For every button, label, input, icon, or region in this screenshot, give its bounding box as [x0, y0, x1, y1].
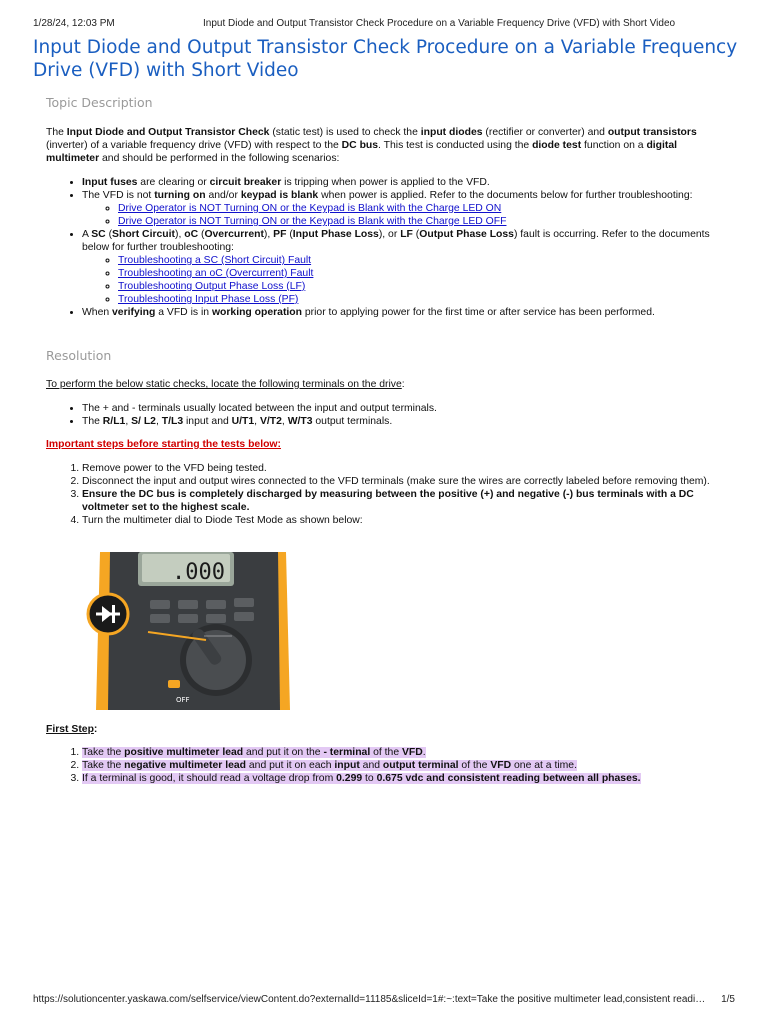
charge-led-links	[82, 202, 726, 228]
bold-text: SC	[91, 229, 106, 240]
intro-paragraph	[46, 126, 726, 165]
bold-text: VFD	[402, 747, 423, 758]
bold-text: W/T3	[287, 416, 313, 427]
important-text: Important steps before starting the tests below:	[46, 439, 281, 450]
link-lf-fault[interactable]: Troubleshooting Output Phase Loss (LF)	[118, 281, 306, 292]
list-item	[82, 306, 726, 319]
important-note	[46, 438, 726, 451]
highlighted-text	[82, 773, 641, 784]
list-item: 2. Disconnect the input and output wires connected to the VFD terminals (make sure the wires are correctly labeled before removing them).	[82, 475, 726, 488]
lead-text: To perform the below static checks, locate the following terminals on the drive	[46, 379, 402, 390]
intro-text: . This test is conducted using the	[378, 140, 533, 151]
bold-text: LF	[400, 229, 413, 240]
list-item	[82, 415, 726, 428]
text: The	[82, 416, 103, 427]
bold-text: turning on	[154, 190, 206, 201]
list-item	[82, 759, 726, 772]
intro-bold: DC bus	[341, 140, 379, 151]
first-step-colon: :	[93, 724, 98, 735]
prep-steps	[46, 462, 726, 527]
text: .	[422, 747, 426, 758]
terminal-list	[46, 402, 726, 428]
resolution-heading: Resolution	[46, 348, 112, 363]
list-item	[82, 189, 726, 228]
intro-text: and should be performed in the following scenarios:	[99, 153, 340, 164]
text: The VFD is not	[82, 190, 155, 201]
bold-text: circuit breaker	[209, 177, 282, 188]
intro-bold: diode test	[532, 140, 582, 151]
bold-text: V/T2	[259, 416, 282, 427]
text: ,	[155, 416, 162, 427]
link-oc-fault[interactable]: Troubleshooting an oC (Overcurrent) Fault	[118, 268, 314, 279]
bold-text: Short Circuit	[112, 229, 175, 240]
bold-text: Ensure the DC bus is completely discharged by measuring between the positive (+) and negative (-) bus terminals with a DC voltmeter set to the highest scale.	[82, 489, 694, 513]
highlighted-text	[82, 760, 577, 771]
text: of the	[458, 760, 491, 771]
list-item: 1. Remove power to the VFD being tested.	[82, 462, 726, 475]
page-number: 1/5	[721, 994, 735, 1005]
print-footer	[33, 994, 735, 1005]
topic-section	[46, 126, 726, 319]
multimeter-illustration	[86, 552, 292, 710]
print-title: Input Diode and Output Transistor Check Procedure on a Variable Frequency Drive (VFD) with Short Video	[203, 18, 676, 29]
text: and/or	[205, 190, 241, 201]
first-step-title: First Step	[46, 724, 94, 735]
first-step-list	[46, 746, 726, 785]
intro-text: (inverter) of a variable frequency drive (VFD) with respect to the	[46, 140, 342, 151]
text: Take the	[82, 760, 125, 771]
page-url: https://solutioncenter.yaskawa.com/selfservice/viewContent.do?externalId=11185&sliceId=1#:~:text=Take the positive multimeter lead,consistent readi…	[33, 994, 706, 1005]
meter-display: .000	[172, 560, 225, 585]
bold-text: VFD	[490, 760, 512, 771]
text: (	[286, 229, 293, 240]
resolution-lead	[46, 378, 726, 391]
print-datetime: 1/28/24, 12:03 PM	[33, 18, 115, 29]
bold-text: 0.675 vdc and consistent reading between all phases.	[376, 773, 641, 784]
text: and put it on the	[243, 747, 324, 758]
link-charge-led-on[interactable]: Drive Operator is NOT Turning ON or the Keypad is Blank with the Charge LED ON	[118, 203, 502, 214]
text: ),	[263, 229, 274, 240]
intro-text: (rectifier or converter) and	[482, 127, 608, 138]
intro-bold: Input Diode and Output Transistor Check	[66, 127, 270, 138]
text: ),	[174, 229, 185, 240]
intro-bold: input diodes	[420, 127, 483, 138]
list-item	[118, 280, 726, 293]
text: Take the	[82, 747, 125, 758]
text: a VFD is in	[155, 307, 212, 318]
bold-text: R/L1	[102, 416, 126, 427]
link-pf-fault[interactable]: Troubleshooting Input Phase Loss (PF)	[118, 294, 299, 305]
list-item	[82, 228, 726, 306]
text: (	[412, 229, 420, 240]
text: ), or	[378, 229, 401, 240]
text: ,	[125, 416, 132, 427]
list-item	[82, 176, 726, 189]
bold-text: U/T1	[231, 416, 255, 427]
first-step-section	[46, 723, 726, 785]
list-item	[82, 746, 726, 759]
lead-colon: :	[401, 379, 405, 390]
intro-bold: digital multimeter	[46, 140, 678, 164]
list-item: 4. Turn the multimeter dial to Diode Test Mode as shown below:	[82, 514, 726, 527]
bold-text: output terminal	[382, 760, 459, 771]
text: ,	[254, 416, 260, 427]
link-charge-led-off[interactable]: Drive Operator is NOT Turning ON or the Keypad is Blank with the Charge LED OFF	[118, 216, 507, 227]
text: A	[82, 229, 92, 240]
bold-text: PF	[273, 229, 287, 240]
list-item	[82, 772, 726, 785]
text: one at a time.	[511, 760, 577, 771]
list-item	[118, 293, 726, 306]
scenario-list	[46, 176, 726, 319]
text: output terminals.	[312, 416, 393, 427]
print-header	[33, 18, 735, 29]
text: input and	[183, 416, 232, 427]
resolution-section	[46, 378, 726, 527]
first-step-heading	[46, 723, 726, 736]
list-item	[82, 488, 726, 514]
fault-links	[82, 254, 726, 306]
text: to	[362, 773, 377, 784]
list-item	[118, 215, 726, 228]
text: is tripping when power is applied to the VFD.	[281, 177, 490, 188]
intro-text: (static test) is used to check the	[269, 127, 421, 138]
bold-text: 0.299	[336, 773, 363, 784]
highlighted-text	[82, 747, 426, 758]
text: and	[359, 760, 383, 771]
intro-text: function on a	[581, 140, 647, 151]
text: (	[198, 229, 205, 240]
bold-text: negative multimeter lead	[124, 760, 247, 771]
bold-text: working operation	[211, 307, 302, 318]
bold-text: - terminal	[323, 747, 371, 758]
bold-text: Input fuses	[82, 177, 138, 188]
bold-text: Overcurrent	[204, 229, 264, 240]
text: (	[105, 229, 113, 240]
bold-text: S/ L2	[131, 416, 156, 427]
topic-heading: Topic Description	[46, 95, 153, 110]
text: ) fault is occurring. Refer to the documents below for further troubleshooting:	[82, 229, 710, 253]
text: prior to applying power for the first time or after service has been performed.	[302, 307, 655, 318]
text: If a terminal is good, it should read a voltage drop from	[82, 773, 337, 784]
text: and put it on each	[246, 760, 335, 771]
link-sc-fault[interactable]: Troubleshooting a SC (Short Circuit) Fault	[118, 255, 312, 266]
intro-text: The	[46, 127, 67, 138]
bold-text: Output Phase Loss	[419, 229, 514, 240]
list-item	[118, 254, 726, 267]
bold-text: verifying	[112, 307, 156, 318]
text: are clearing or	[137, 177, 210, 188]
bold-text: input	[334, 760, 360, 771]
bold-text: Input Phase Loss	[292, 229, 379, 240]
text: of the	[370, 747, 402, 758]
list-item: • The + and - terminals usually located between the input and output terminals.	[82, 402, 726, 415]
text: when power is applied. Refer to the documents below for further troubleshooting:	[318, 190, 693, 201]
meter-off-label: OFF	[176, 696, 190, 704]
bold-text: T/L3	[161, 416, 184, 427]
page-title: Input Diode and Output Transistor Check Procedure on a Variable Frequency Drive (VFD) with Short Video	[33, 37, 738, 81]
text: ,	[281, 416, 288, 427]
bold-text: positive multimeter lead	[124, 747, 244, 758]
bold-text: oC	[184, 229, 199, 240]
bold-text: keypad is blank	[240, 190, 319, 201]
text: When	[82, 307, 113, 318]
list-item	[118, 267, 726, 280]
list-item	[118, 202, 726, 215]
intro-bold: output transistors	[607, 127, 697, 138]
multimeter-image	[86, 552, 292, 710]
